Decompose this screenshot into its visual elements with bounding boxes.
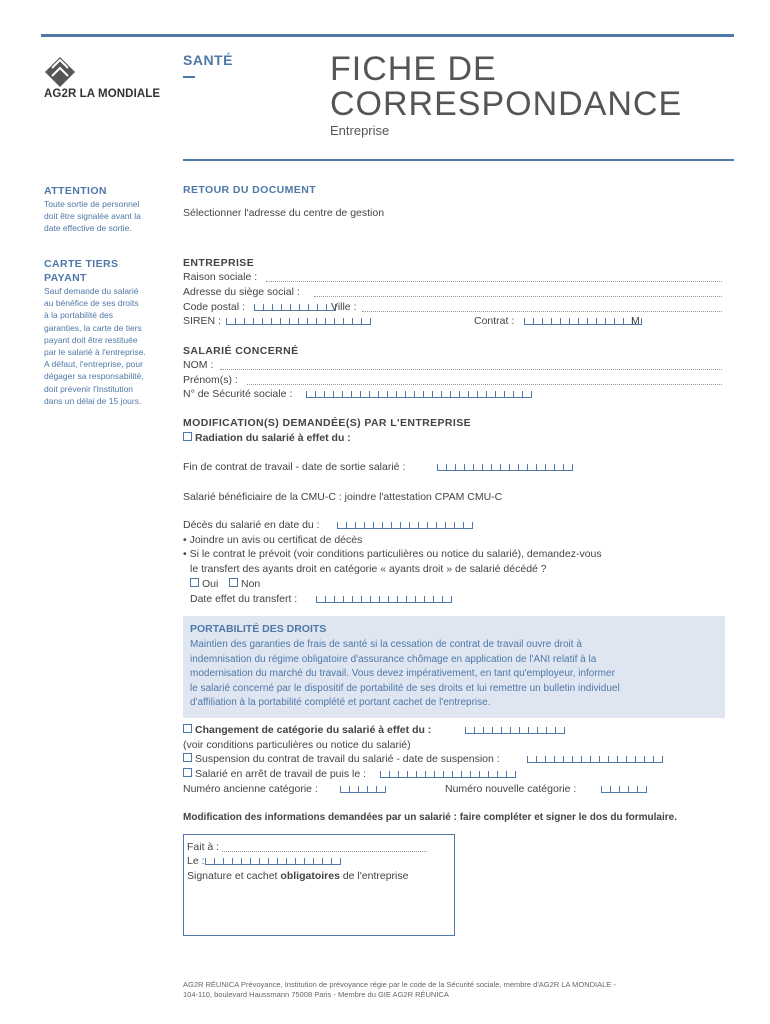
title-line-1: FICHE DE	[330, 50, 497, 88]
contrat-suffix: M	[631, 315, 640, 327]
fin-contrat-field[interactable]	[437, 464, 573, 471]
attention-line: doit être signalée avant la	[44, 211, 141, 222]
footer	[183, 980, 683, 1000]
tiers-line: payant doit être restituée	[44, 334, 138, 345]
header-rule	[183, 159, 734, 161]
portabilite-text	[190, 638, 720, 711]
ancienne-categorie-label: Numéro ancienne catégorie :	[183, 783, 318, 795]
logo-text: AG2R LA MONDIALE	[44, 88, 161, 100]
deces-bullet-cont: le transfert des ayants droit en catégorie « ayants droit » de salarié décédé ?	[190, 563, 547, 575]
deces-bullet: • Joindre un avis ou certificat de décès	[183, 534, 363, 546]
fin-contrat-label: Fin de contrat de travail - date de sortie salarié :	[183, 461, 406, 473]
changement-label: Changement de catégorie du salarié à effet du :	[195, 724, 432, 736]
tiers-title-2: PAYANT	[44, 272, 87, 284]
tiers-payant-block	[44, 257, 174, 407]
attention-block	[44, 184, 169, 235]
arret-field[interactable]	[380, 771, 516, 778]
prenom-field[interactable]	[247, 384, 722, 385]
tiers-line: dans un délai de 15 jours.	[44, 395, 142, 406]
signature-box[interactable]	[183, 834, 455, 936]
ville-field[interactable]	[362, 311, 722, 312]
arret-option[interactable]	[183, 767, 366, 782]
radiation-label: Radiation du salarié à effet du :	[195, 432, 351, 444]
radiation-checkbox[interactable]	[183, 432, 192, 441]
nouvelle-categorie-label: Numéro nouvelle catégorie :	[445, 783, 577, 795]
tiers-line: au bénéfice de ses droits	[44, 298, 139, 309]
deces-label: Décès du salarié en date du :	[183, 519, 320, 531]
footer-line: AG2R RÉUNICA Prévoyance, Institution de prévoyance régie par le code de la Sécurité sociale, membre d'AG2R LA MONDIALE -	[183, 980, 616, 989]
tiers-line: A défaut, l'entreprise, pour	[44, 359, 143, 370]
contrat-label: Contrat :	[474, 315, 515, 327]
suspension-label: Suspension du contrat de travail du salarié - date de suspension :	[195, 753, 500, 765]
tiers-line: Sauf demande du salarié	[44, 286, 139, 296]
secu-label: N° de Sécurité sociale :	[183, 388, 293, 400]
nouvelle-categorie-field[interactable]	[601, 786, 647, 793]
non-checkbox[interactable]	[229, 578, 238, 587]
secu-field[interactable]	[306, 391, 532, 398]
oui-label: Oui	[202, 578, 219, 590]
code-postal-label: Code postal :	[183, 301, 245, 313]
tiers-line: doit prévenir l'Institution	[44, 383, 134, 394]
page-title	[330, 52, 682, 122]
arret-checkbox[interactable]	[183, 768, 192, 777]
prenom-label: Prénom(s) :	[183, 374, 238, 386]
retour-title: RETOUR DU DOCUMENT	[183, 184, 317, 196]
radiation-option[interactable]	[183, 431, 351, 446]
non-label: Non	[241, 578, 261, 590]
contrat-field[interactable]	[524, 318, 642, 325]
arret-label: Salarié en arrêt de travail de puis le :	[195, 768, 367, 780]
deces-bullet: • Si le contrat le prévoit (voir conditions particulières ou notice du salarié), demandez-vous	[183, 548, 602, 560]
tiers-line: dégager sa responsabilité,	[44, 371, 144, 382]
ville-label: Ville :	[331, 301, 357, 313]
salarie-title: SALARIÉ CONCERNÉ	[183, 345, 299, 357]
siren-label: SIREN :	[183, 315, 221, 327]
entreprise-title: ENTREPRISE	[183, 257, 255, 269]
tiers-line: par le salarié à l'entreprise.	[44, 347, 146, 358]
address-select[interactable]: Sélectionner l'adresse du centre de gestion	[183, 207, 385, 219]
portabilite-line: indemnisation du régime obligatoire d'assurance chômage en application de l'ANI relatif à la	[190, 653, 597, 665]
tiers-line: à la portabilité des	[44, 310, 113, 321]
fait-a-field[interactable]	[222, 851, 427, 852]
modification-note: Modification des informations demandées par un salarié : faire compléter et signer le dos du formulaire.	[183, 812, 678, 823]
oui-option[interactable]	[190, 577, 218, 592]
oui-checkbox[interactable]	[190, 578, 199, 587]
signature-label	[187, 869, 408, 884]
voir-conditions: (voir conditions particulières ou notice du salarié)	[183, 739, 411, 751]
section-label: SANTÉ	[183, 52, 233, 68]
non-option[interactable]	[229, 577, 260, 592]
footer-line: 104-110, boulevard Haussmann 75008 Paris - Membre du GIE AG2R RÉUNICA	[183, 990, 449, 999]
portabilite-title: PORTABILITÉ DES DROITS	[190, 623, 327, 635]
section-dash	[183, 76, 195, 78]
title-line-2: CORRESPONDANCE	[330, 85, 683, 123]
changement-checkbox[interactable]	[183, 724, 192, 733]
suspension-field[interactable]	[527, 756, 663, 763]
ag2r-logo-icon	[44, 56, 76, 88]
changement-option[interactable]	[183, 723, 431, 738]
suspension-option[interactable]	[183, 752, 500, 767]
attention-line: Toute sortie de personnel	[44, 199, 140, 209]
top-rule	[41, 34, 734, 37]
portabilite-line: d'affiliation à la portabilité complété et portant cachet de l'entreprise.	[190, 697, 491, 708]
deces-field[interactable]	[337, 522, 473, 529]
transfert-field[interactable]	[316, 596, 452, 603]
tiers-line: garanties, la carte de tiers	[44, 322, 142, 333]
modifications-title: MODIFICATION(S) DEMANDÉE(S) PAR L'ENTREPRISE	[183, 417, 472, 429]
portabilite-line: le salarié concerné par le dispositif de portabilité de ses droits et lui remettre un bulletin individuel	[190, 682, 620, 694]
raison-sociale-field[interactable]	[266, 281, 722, 282]
signature-label-post: de l'entreprise	[339, 870, 409, 882]
raison-sociale-label: Raison sociale :	[183, 271, 258, 283]
changement-field[interactable]	[465, 727, 565, 734]
nom-label: NOM :	[183, 359, 214, 371]
ancienne-categorie-field[interactable]	[340, 786, 386, 793]
tiers-title-1: CARTE TIERS	[44, 258, 119, 270]
code-postal-field[interactable]	[254, 304, 336, 311]
nom-field[interactable]	[220, 369, 722, 370]
adresse-field[interactable]	[314, 296, 722, 297]
suspension-checkbox[interactable]	[183, 753, 192, 762]
le-date-field[interactable]	[205, 858, 341, 865]
attention-line: date effective de sortie.	[44, 223, 132, 234]
adresse-label: Adresse du siège social :	[183, 286, 300, 298]
page-subtitle: Entreprise	[330, 123, 390, 138]
portabilite-line: modernisation du marché du travail. Vous devez impérativement, en tant qu'employeur, informer	[190, 668, 615, 679]
attention-title: ATTENTION	[44, 185, 107, 197]
signature-label-bold: obligatoires	[280, 870, 340, 882]
cmu-label: Salarié bénéficiaire de la CMU-C : joindre l'attestation CPAM CMU-C	[183, 491, 503, 503]
signature-label-pre: Signature et cachet	[187, 870, 281, 882]
transfert-label: Date effet du transfert :	[190, 593, 298, 605]
siren-field[interactable]	[226, 318, 371, 325]
le-label: Le :	[187, 855, 205, 867]
portabilite-line: Maintien des garanties de frais de santé si la cessation de contrat de travail ouvre droit à	[190, 639, 582, 650]
fait-a-label: Fait à :	[187, 841, 220, 853]
